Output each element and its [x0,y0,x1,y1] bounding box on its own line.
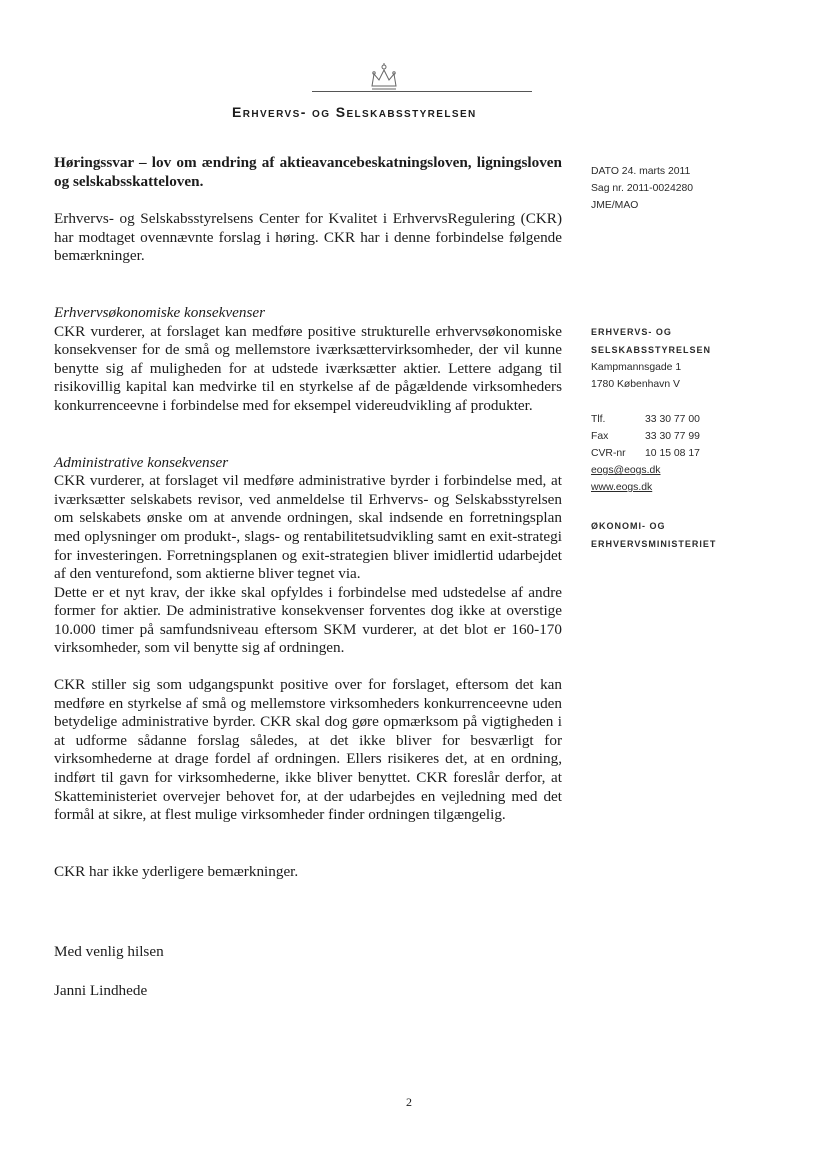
closing-greeting: Med venlig hilsen [54,943,164,961]
page-number: 2 [406,1095,412,1109]
agency-heading: Erhvervs- og Selskabsstyrelsen [232,104,477,120]
website-link[interactable]: www.eogs.dk [591,482,653,493]
no-further-remarks: CKR har ikke yderligere bemærkninger. [54,862,299,880]
phone-value: 33 30 77 00 [645,414,700,425]
ministry-line2: ERHVERVSMINISTERIET [591,538,717,549]
section-body-business-economic: CKR vurderer, at forslaget kan medføre positive strukturelle erhvervsøkonomiske konsekvenser for de små og mellemstore iværksættervirksomheder, der vil kunne benytte sig af muligheden for at udstede iværksætter aktier. Lettere adgang til risikovillig kapital kan medvirke til en styrkelse af de pågældende virksomheders konkurrenceevne i forbindelse med for eksempel videreudvikling af produkter. [54,322,562,414]
fax-label: Fax [591,431,609,442]
subject-line: Høringssvar – lov om ændring af aktieavancebeskatningsloven, ligningsloven og selskabsskatteloven. [54,154,562,190]
ministry-line1: ØKONOMI- OG [591,521,666,531]
phone-label: Tlf. [591,414,606,425]
cvr-value: 10 15 08 17 [645,448,700,459]
initials: JME/MAO [591,200,639,211]
section-body-administrative-2: Dette er et nyt krav, der ikke skal opfyldes i forbindelse med udstedelse af andre former for aktier. De administrative konsekvenser forventes dog ikke at overstige 10.000 timer på samfundsniveau eftersom SKM vurderer, at det blot er 160-170 virksomheder, som vil benytte sig af ordningen. [54,583,562,657]
section-heading-business-economic: Erhvervsøkonomiske konsekvenser [54,303,266,321]
fax-value: 33 30 77 99 [645,431,700,442]
sender-agency-line1: ERHVERVS- OG [591,327,672,337]
sidebar [591,163,791,553]
postal-city: 1780 København V [591,379,680,390]
signatory-name: Janni Lindhede [54,982,148,999]
section-body-administrative-1: CKR vurderer, at forslaget vil medføre administrative byrder i forbindelse med, at iværksætter selskabets revisor, ved anmeldelse til Erhvervs- og Selskabsstyrelsen om selskabets ønske om at anvende ordningen, skal indsende en forretningsplan med oplysninger om produkt-, slags- og rentabilitetsudvikling samt en exit-strategi for investeringen. Forretningsplanen og exit-strategien bliver imidlertid udarbejdet af den venturefond, som aktierne bliver tegnet via. [54,472,562,583]
crown-logo-icon [367,62,401,92]
email-link[interactable]: eogs@eogs.dk [591,465,661,476]
cvr-label: CVR-nr [591,448,626,459]
sender-agency-line2: SELSKABSSTYRELSEN [591,344,712,355]
intro-paragraph: Erhvervs- og Selskabsstyrelsens Center for Kvalitet i ErhvervsRegulering (CKR) har modtaget ovennævnte forslag i høring. CKR har i denne forbindelse følgende bemærkninger. [54,210,562,265]
date-line: DATO 24. marts 2011 [591,166,691,177]
letterhead-rule [312,91,532,92]
letter-body [54,154,562,1001]
conclusion-paragraph: CKR stiller sig som udgangspunkt positive over for forslaget, eftersom det kan medføre en styrkelse af små og mellemstore virksomheders konkurrenceevne uden betydelige administrative byrder. CKR skal dog gøre opmærksom på vigtigheden i at udforme sådanne forslag således, at det ikke bliver for besværligt for virksomhederne at drage fordel af ordningen. Ellers risikeres det, at en ordning, indført til gavn for virksomhederne, ikke bliver benyttet. CKR foreslår derfor, at Skatteministeriet overvejer behovet for, at der udarbejdes en vejledning med det formål at sikre, at flest mulige virksomheder finder ordningen tilgængelig. [54,676,562,824]
street-address: Kampmannsgade 1 [591,362,682,373]
section-heading-administrative: Administrative konsekvenser [54,453,229,471]
fax-row [591,428,791,445]
phone-row [591,411,791,428]
case-number: Sag nr. 2011-0024280 [591,183,694,194]
cvr-row [591,445,791,462]
